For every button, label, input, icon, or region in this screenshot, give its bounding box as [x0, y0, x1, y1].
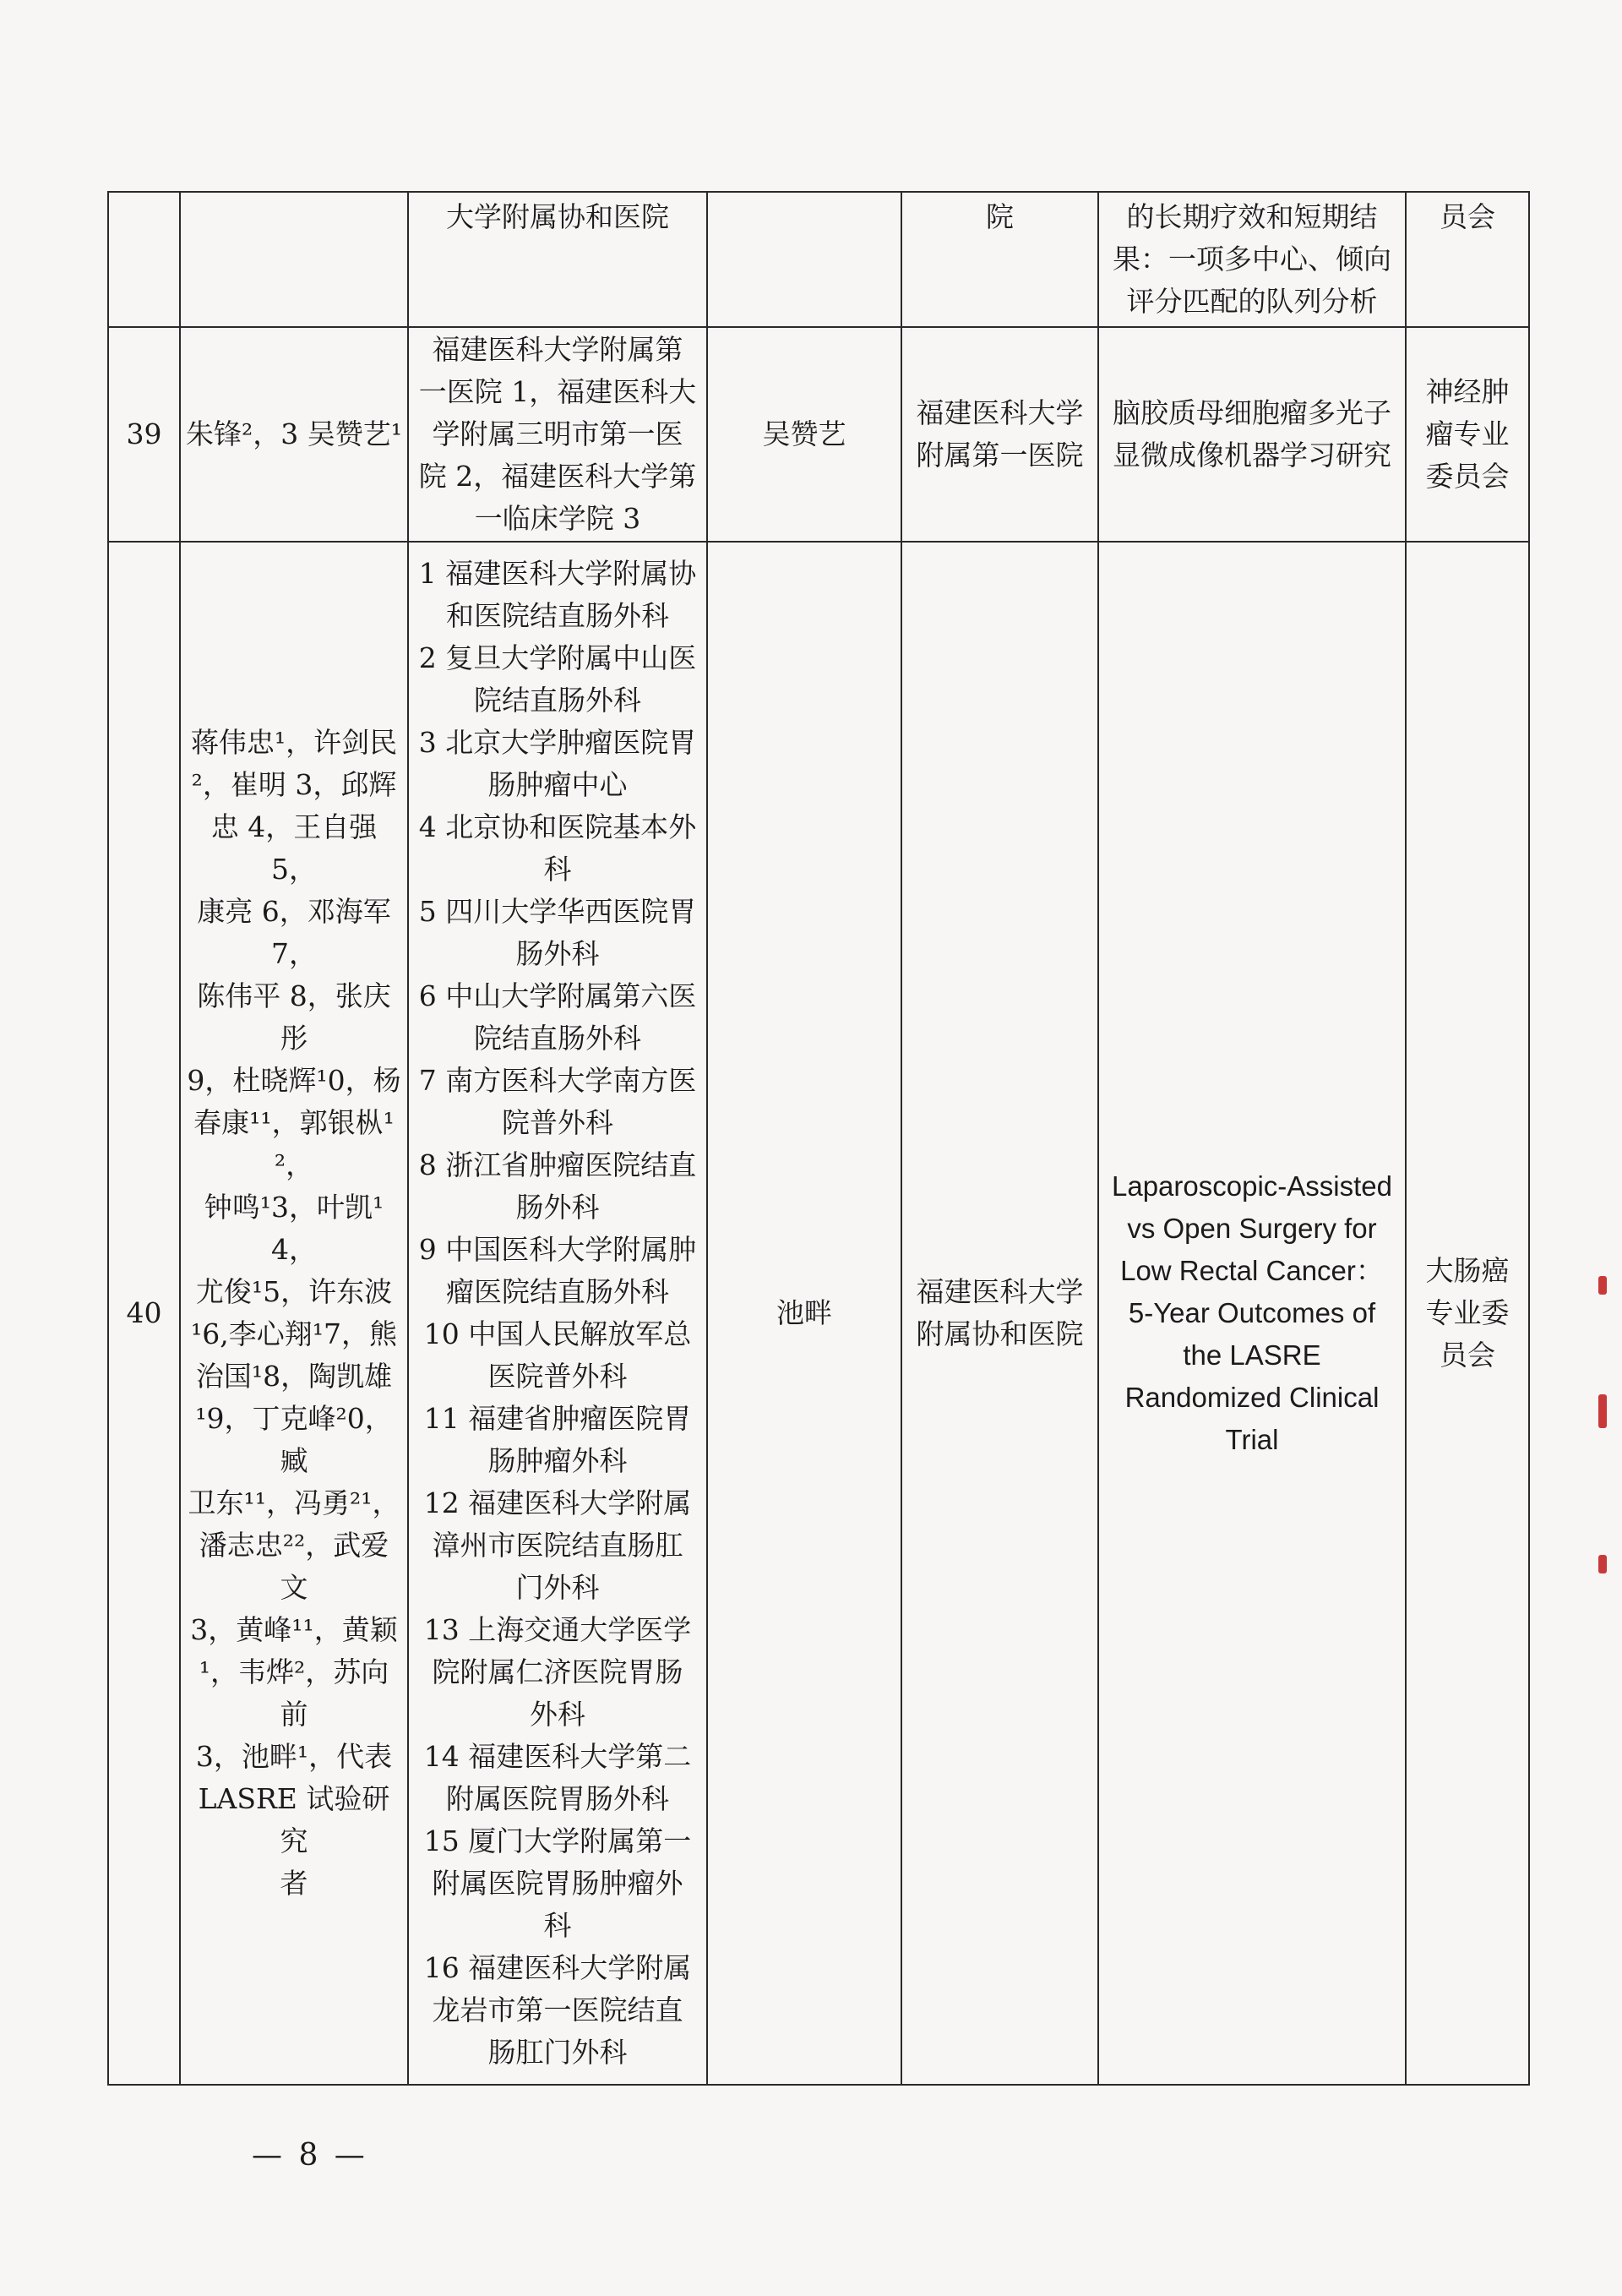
text-line: 陈伟平 8，张庆彤 — [197, 979, 391, 1055]
institution-cell — [901, 327, 1098, 542]
text-line: 漳州市医院结直肠肛 — [432, 1529, 683, 1562]
red-seal-mark — [1598, 1555, 1607, 1573]
paper-title-line: 评分匹配的队列分析 — [1126, 285, 1378, 318]
text-line: 春康¹¹，郭银枞¹²， — [193, 1106, 395, 1181]
text-line: 11 福建省肿瘤医院胃 — [423, 1402, 692, 1435]
paper-title-cell — [1098, 327, 1406, 542]
text-line: 显微成像机器学习研究 — [1113, 439, 1391, 472]
text-line: Trial — [1225, 1424, 1279, 1455]
committee-cell — [1406, 542, 1529, 2085]
text-line: 8 浙江省肿瘤医院结直 — [418, 1148, 697, 1181]
text-line: 附属医院胃肠肿瘤外 — [432, 1867, 683, 1900]
text-line: 蒋伟忠¹，许剑民 — [190, 726, 398, 759]
text-line: 大肠癌 — [1425, 1254, 1510, 1287]
text-line: 6 中山大学附属第六医 — [418, 979, 697, 1012]
text-line: Randomized Clinical — [1124, 1382, 1380, 1413]
text-line: 一医院 1，福建医科大 — [418, 375, 697, 408]
text-line: 和医院结直肠外科 — [446, 599, 669, 632]
text-line: 学附属三明市第一医 — [432, 417, 683, 450]
text-line: 院 2，福建医科大学第 — [418, 460, 697, 493]
table-row — [108, 542, 1529, 2085]
page-number: — 8 — — [252, 2138, 368, 2173]
row-number-cell: 39 — [108, 327, 180, 542]
text-line: 脑胶质母细胞瘤多光子 — [1113, 396, 1391, 429]
text-line: 5-Year Outcomes of — [1128, 1297, 1376, 1328]
text-line: ¹9，丁克峰²0，臧 — [195, 1402, 393, 1477]
text-line: 瘤专业 — [1425, 417, 1510, 450]
red-seal-mark — [1598, 1394, 1607, 1428]
text-line: 2 复旦大学附属中山医 — [418, 641, 697, 674]
text-line: Low Rectal Cancer： — [1120, 1255, 1384, 1286]
text-line: 外科 — [530, 1698, 585, 1731]
committee-cell: 员会 — [1406, 192, 1529, 327]
corresponding-author-cell: 吴赞艺 — [707, 327, 901, 542]
text-line: 福建医科大学 — [916, 396, 1084, 429]
text-line: the LASRE — [1183, 1339, 1321, 1371]
paper-title-line: 果：一项多中心、倾向 — [1113, 243, 1391, 275]
text-line: 员会 — [1440, 1339, 1495, 1372]
paper-title-cell — [1098, 542, 1406, 2085]
text-line: 4 北京协和医院基本外 — [418, 810, 697, 843]
text-line: 一临床学院 3 — [474, 502, 641, 535]
row-number-cell: 40 — [108, 542, 180, 2085]
text-line: 15 厦门大学附属第一 — [423, 1824, 692, 1857]
text-line: 医院普外科 — [487, 1360, 628, 1393]
text-line: 门外科 — [515, 1571, 600, 1604]
table-row — [108, 327, 1529, 542]
text-line: 附属医院胃肠外科 — [446, 1782, 669, 1815]
text-line: Laparoscopic-Assisted — [1112, 1170, 1392, 1202]
text-line: 科 — [543, 1909, 572, 1942]
text-line: 钟鸣¹3，叶凯¹4， — [204, 1191, 384, 1266]
row-number-cell — [108, 192, 180, 327]
text-line: 3，黄峰¹¹，黄颖 — [190, 1613, 398, 1646]
text-line: 14 福建医科大学第二 — [423, 1740, 692, 1773]
text-line: 院结直肠外科 — [474, 1022, 641, 1055]
text-line: 福建医科大学附属第 — [432, 333, 683, 366]
text-line: 院普外科 — [502, 1106, 613, 1139]
committee-cell — [1406, 327, 1529, 542]
paper-title-line: 的长期疗效和短期结 — [1126, 200, 1378, 233]
text-line: 13 上海交通大学医学 — [423, 1613, 692, 1646]
text-line: ¹，韦烨²，苏向前 — [199, 1655, 389, 1731]
text-line: vs Open Surgery for — [1127, 1213, 1377, 1244]
text-line: 治国¹8，陶凯雄 — [195, 1360, 393, 1393]
text-line: 委员会 — [1425, 460, 1510, 493]
text-line: 肠外科 — [515, 937, 600, 970]
text-line: 1 福建医科大学附属协 — [418, 557, 697, 590]
text-line: 12 福建医科大学附属 — [423, 1486, 692, 1519]
text-line: 福建医科大学 — [916, 1275, 1084, 1308]
text-line: 附属第一医院 — [916, 439, 1084, 472]
text-line: ¹6,李心翔¹7，熊 — [191, 1317, 397, 1350]
text-line: 肠肿瘤中心 — [487, 768, 628, 801]
text-line: 尤俊¹5，许东波 — [195, 1275, 393, 1308]
institution-cell — [901, 542, 1098, 2085]
text-line: 忠 4，王自强 5， — [210, 810, 378, 886]
text-line: 院附属仁济医院胃肠 — [432, 1655, 683, 1688]
text-line: 9 中国医科大学附属肿 — [418, 1233, 697, 1266]
authors-cell — [180, 542, 408, 2085]
text-line: 龙岩市第一医院结直 — [432, 1993, 683, 2026]
text-line: 肠肛门外科 — [487, 2036, 628, 2069]
table-row — [108, 192, 1529, 327]
authors-cell: 朱锋²，3 吴赞艺¹ — [180, 327, 408, 542]
affiliation-cell — [408, 327, 707, 542]
text-line: ²，崔明 3，邱辉 — [191, 768, 397, 801]
text-line: 5 四川大学华西医院胃 — [418, 895, 697, 928]
affiliation-cell: 大学附属协和医院 — [408, 192, 707, 327]
text-line: 康亮 6，邓海军 7， — [197, 895, 391, 970]
affiliation-cell — [408, 542, 707, 2085]
text-line: 科 — [543, 853, 572, 886]
text-line: 卫东¹¹，冯勇²¹， — [188, 1486, 400, 1519]
red-seal-mark — [1598, 1276, 1607, 1295]
text-line: 神经肿 — [1425, 375, 1510, 408]
text-line: 瘤医院结直肠外科 — [446, 1275, 669, 1308]
corresponding-author-cell — [707, 192, 901, 327]
corresponding-author-cell: 池畔 — [707, 542, 901, 2085]
text-line: 16 福建医科大学附属 — [423, 1951, 692, 1984]
text-line: 3 北京大学肿瘤医院胃 — [418, 726, 697, 759]
text-line: 9，杜晓辉¹0，杨 — [187, 1064, 401, 1097]
text-line: 院结直肠外科 — [474, 684, 641, 717]
text-line: 7 南方医科大学南方医 — [418, 1064, 697, 1097]
text-line: 潘志忠²²，武爱文 — [199, 1529, 389, 1604]
paper-title-cell — [1098, 192, 1406, 327]
text-line: 肠肿瘤外科 — [487, 1444, 628, 1477]
awards-table — [107, 191, 1530, 2086]
text-line: 附属协和医院 — [916, 1317, 1084, 1350]
text-line: 肠外科 — [515, 1191, 600, 1224]
authors-cell — [180, 192, 408, 327]
text-line: 10 中国人民解放军总 — [423, 1317, 692, 1350]
text-line: 者 — [280, 1867, 308, 1900]
text-line: 专业委 — [1425, 1296, 1510, 1329]
text-line: 3，池畔¹，代表 — [195, 1740, 393, 1773]
text-line: LASRE 试验研究 — [198, 1782, 390, 1857]
institution-cell: 院 — [901, 192, 1098, 327]
